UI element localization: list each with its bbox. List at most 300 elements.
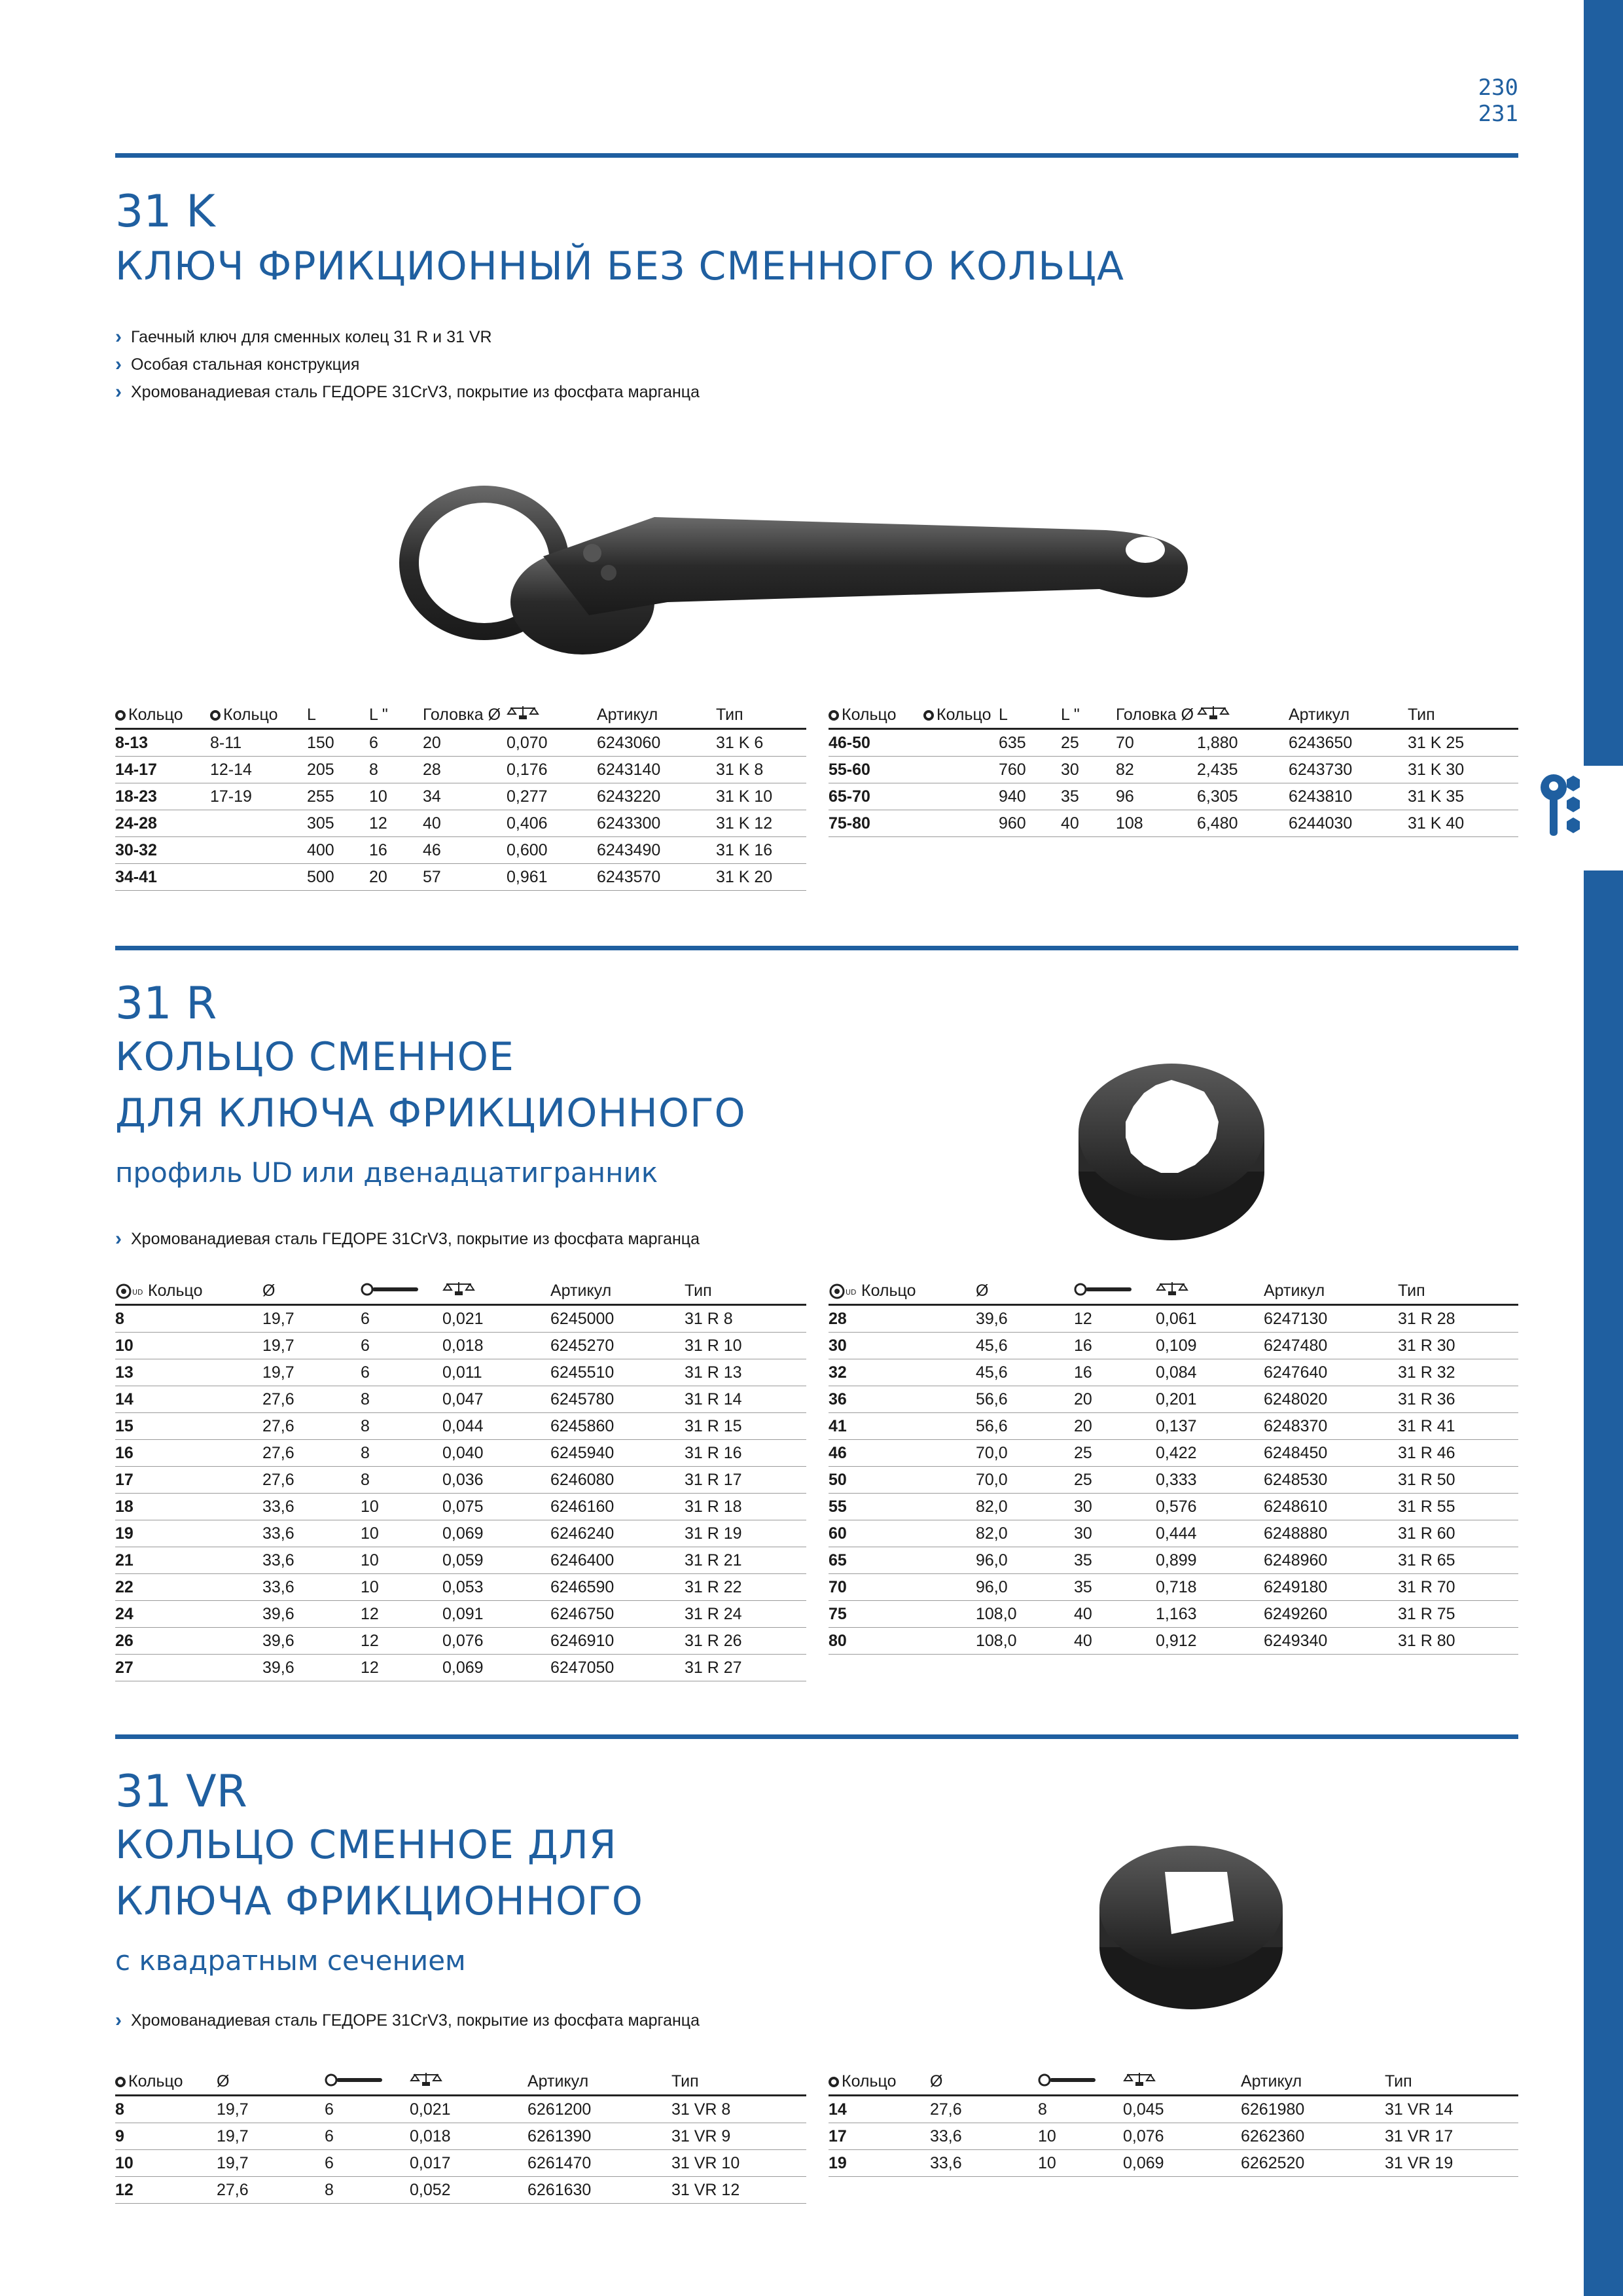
table-cell: 35 xyxy=(1061,783,1116,810)
table-cell: 31 R 17 xyxy=(685,1467,806,1494)
table-cell: 40 xyxy=(423,810,507,837)
section-divider xyxy=(115,153,1518,158)
table-cell: 8 xyxy=(361,1467,442,1494)
table-cell: 6 xyxy=(325,2096,410,2123)
table-cell: 0,406 xyxy=(507,810,597,837)
column-header: Тип xyxy=(1408,702,1518,729)
column-header: Тип xyxy=(685,1278,806,1305)
table-cell: 10 xyxy=(361,1547,442,1574)
table-cell: 6243060 xyxy=(597,729,716,757)
table-cell: 31 R 21 xyxy=(685,1547,806,1574)
table-cell: 31 VR 10 xyxy=(671,2150,806,2177)
table-row xyxy=(115,757,806,783)
title-line: КОЛЬЦО СМЕННОЕ ДЛЯ xyxy=(115,1822,617,1868)
column-header: L xyxy=(307,702,369,729)
table-cell: 6246080 xyxy=(550,1467,685,1494)
table-cell: 31 K 25 xyxy=(1408,729,1518,757)
table-cell: 31 R 10 xyxy=(685,1333,806,1359)
table-cell: 55 xyxy=(829,1494,976,1520)
table-cell: 12 xyxy=(361,1655,442,1681)
table-cell: 12-14 xyxy=(210,757,307,783)
table-cell: 0,036 xyxy=(442,1467,550,1494)
column-header: Кольцо xyxy=(829,2068,930,2096)
title-line: КОЛЬЦО СМЕННОЕ xyxy=(115,1034,514,1080)
column-header: L xyxy=(999,702,1061,729)
ring-outline-icon xyxy=(115,710,126,721)
table-cell: 8 xyxy=(361,1440,442,1467)
table-cell: 82 xyxy=(1116,757,1197,783)
table-cell: 31 K 12 xyxy=(716,810,806,837)
column-header: Кольцо xyxy=(923,702,999,729)
ud-profile-icon xyxy=(115,1283,145,1300)
table-cell: 18-23 xyxy=(115,783,210,810)
table-cell: 0,076 xyxy=(1123,2123,1241,2150)
table-cell: 33,6 xyxy=(262,1547,361,1574)
table-cell: 6247130 xyxy=(1264,1305,1398,1333)
table-cell xyxy=(210,837,307,864)
feature-item xyxy=(115,2007,700,2034)
table-cell: 31 R 22 xyxy=(685,1574,806,1601)
friction-wrench-image xyxy=(393,471,1204,661)
table-cell: 70,0 xyxy=(976,1467,1074,1494)
table-cell: 19,7 xyxy=(217,2096,325,2123)
table-body xyxy=(115,729,806,891)
section-code: 31 K xyxy=(115,186,215,238)
spec-table-right xyxy=(829,702,1518,837)
svg-text:UD: UD xyxy=(846,1287,857,1297)
ring-outline-icon xyxy=(210,710,221,721)
table-cell: 0,069 xyxy=(442,1520,550,1547)
column-header xyxy=(361,1278,442,1305)
table-cell: 8-11 xyxy=(210,729,307,757)
column-header: Тип xyxy=(671,2068,806,2096)
table-row xyxy=(115,1655,806,1681)
table-row xyxy=(829,1628,1518,1655)
table-cell: 31 R 41 xyxy=(1398,1413,1518,1440)
table-cell: 31 R 70 xyxy=(1398,1574,1518,1601)
table-cell: 10 xyxy=(369,783,423,810)
table-cell: 45,6 xyxy=(976,1333,1074,1359)
table-cell: 25 xyxy=(1074,1440,1156,1467)
table-cell: 33,6 xyxy=(262,1520,361,1547)
table-row xyxy=(115,1628,806,1655)
table-cell: 6245000 xyxy=(550,1305,685,1333)
table-cell: 24 xyxy=(115,1601,262,1628)
table-row xyxy=(829,2150,1518,2177)
table-cell: 6243650 xyxy=(1289,729,1408,757)
table-cell: 34-41 xyxy=(115,864,210,891)
table-cell: 8 xyxy=(325,2177,410,2204)
table-cell: 55-60 xyxy=(829,757,923,783)
table-cell: 31 R 60 xyxy=(1398,1520,1518,1547)
column-header xyxy=(1156,1278,1264,1305)
table-cell: 6247640 xyxy=(1264,1359,1398,1386)
table-cell: 6243300 xyxy=(597,810,716,837)
ring-outline-icon xyxy=(115,2077,126,2087)
table-cell: 96,0 xyxy=(976,1574,1074,1601)
table-cell: 31 VR 9 xyxy=(671,2123,806,2150)
column-header: Тип xyxy=(1398,1278,1518,1305)
table-row xyxy=(115,1520,806,1547)
table-cell: 31 R 28 xyxy=(1398,1305,1518,1333)
table-row xyxy=(115,2150,806,2177)
table-row xyxy=(115,1305,806,1333)
table-cell: 31 R 18 xyxy=(685,1494,806,1520)
table-cell: 8 xyxy=(361,1386,442,1413)
table-cell: 65-70 xyxy=(829,783,923,810)
table-cell: 31 K 40 xyxy=(1408,810,1518,837)
table-row xyxy=(115,1333,806,1359)
table-cell: 27,6 xyxy=(930,2096,1038,2123)
section-divider xyxy=(115,1734,1518,1739)
column-header: Артикул xyxy=(527,2068,671,2096)
wrench-side-icon xyxy=(325,2073,385,2087)
column-header: UD Кольцо xyxy=(115,1278,262,1305)
table-cell: 9 xyxy=(115,2123,217,2150)
table-cell: 8 xyxy=(361,1413,442,1440)
table-row xyxy=(829,1386,1518,1413)
table-cell: 14-17 xyxy=(115,757,210,783)
weight-scale-icon xyxy=(442,1281,475,1297)
table-cell xyxy=(210,864,307,891)
table-cell: 8 xyxy=(115,1305,262,1333)
table-cell: 8 xyxy=(1038,2096,1123,2123)
table-cell: 35 xyxy=(1074,1574,1156,1601)
table-cell: 20 xyxy=(1074,1386,1156,1413)
side-bar-gap xyxy=(1584,766,1623,870)
table-cell: 39,6 xyxy=(976,1305,1074,1333)
column-header: Кольцо xyxy=(115,2068,217,2096)
chevron-right-icon: › xyxy=(115,1228,122,1249)
table-cell: 14 xyxy=(829,2096,930,2123)
table-cell: 22 xyxy=(115,1574,262,1601)
table-cell: 0,021 xyxy=(442,1305,550,1333)
table-cell: 40 xyxy=(1074,1628,1156,1655)
weight-scale-icon xyxy=(1197,705,1230,721)
table-row xyxy=(829,783,1518,810)
table-header-row xyxy=(829,1278,1518,1305)
table-row xyxy=(829,729,1518,757)
table-cell: 33,6 xyxy=(262,1574,361,1601)
table-cell: 0,018 xyxy=(442,1333,550,1359)
table-cell: 31 R 8 xyxy=(685,1305,806,1333)
column-header: Артикул xyxy=(1289,702,1408,729)
table-cell: 31 R 55 xyxy=(1398,1494,1518,1520)
table-cell: 21 xyxy=(115,1547,262,1574)
table-cell: 31 VR 8 xyxy=(671,2096,806,2123)
table-row xyxy=(115,1574,806,1601)
table-cell: 6245780 xyxy=(550,1386,685,1413)
column-header: Артикул xyxy=(1264,1278,1398,1305)
table-cell: 27,6 xyxy=(262,1413,361,1440)
column-header xyxy=(1074,1278,1156,1305)
table-row xyxy=(115,1494,806,1520)
section-title xyxy=(115,1817,643,1929)
table-cell: 6245510 xyxy=(550,1359,685,1386)
table-cell: 6261630 xyxy=(527,2177,671,2204)
weight-scale-icon xyxy=(1123,2072,1156,2087)
column-header: Артикул xyxy=(550,1278,685,1305)
table-cell: 940 xyxy=(999,783,1061,810)
table-cell: 19,7 xyxy=(217,2123,325,2150)
table-cell: 31 K 20 xyxy=(716,864,806,891)
table-row xyxy=(829,2096,1518,2123)
section-code: 31 R xyxy=(115,978,217,1030)
table-cell: 205 xyxy=(307,757,369,783)
table-cell: 31 R 14 xyxy=(685,1386,806,1413)
table-cell: 75-80 xyxy=(829,810,923,837)
table-cell: 27 xyxy=(115,1655,262,1681)
column-header: Ø xyxy=(262,1278,361,1305)
table-cell: 17-19 xyxy=(210,783,307,810)
table-cell: 0,047 xyxy=(442,1386,550,1413)
table-cell: 6 xyxy=(361,1305,442,1333)
feature-text: Хромованадиевая сталь ГЕДОРЕ 31CrV3, покрытие из фосфата марганца xyxy=(131,383,700,401)
table-cell: 31 R 75 xyxy=(1398,1601,1518,1628)
table-row xyxy=(829,1547,1518,1574)
table-cell: 40 xyxy=(1061,810,1116,837)
column-header: Ø xyxy=(217,2068,325,2096)
weight-scale-icon xyxy=(410,2072,442,2087)
table-cell: 31 K 6 xyxy=(716,729,806,757)
page-number-left: 230 xyxy=(1478,75,1518,101)
spec-table-right xyxy=(829,2068,1518,2177)
wrench-nut-icon xyxy=(1539,769,1585,846)
table-cell: 10 xyxy=(115,2150,217,2177)
table-cell: 6261390 xyxy=(527,2123,671,2150)
table-cell: 0,017 xyxy=(410,2150,527,2177)
table-cell: 8 xyxy=(115,2096,217,2123)
chevron-right-icon: › xyxy=(115,2009,122,2031)
table-row xyxy=(115,810,806,837)
table-cell: 31 R 15 xyxy=(685,1413,806,1440)
table-header-row xyxy=(115,1278,806,1305)
table-cell: 0,021 xyxy=(410,2096,527,2123)
table-cell: 6245270 xyxy=(550,1333,685,1359)
table-row xyxy=(115,1601,806,1628)
column-header xyxy=(410,2068,527,2096)
table-cell: 26 xyxy=(115,1628,262,1655)
table-cell: 34 xyxy=(423,783,507,810)
table-body xyxy=(829,2096,1518,2177)
column-header: Ø xyxy=(976,1278,1074,1305)
wrench-side-icon xyxy=(1074,1283,1134,1296)
table-cell: 31 K 35 xyxy=(1408,783,1518,810)
table-cell: 6246240 xyxy=(550,1520,685,1547)
table-cell: 31 VR 12 xyxy=(671,2177,806,2204)
column-header: Ø xyxy=(930,2068,1038,2096)
table-cell: 0,045 xyxy=(1123,2096,1241,2123)
table-cell: 31 R 19 xyxy=(685,1520,806,1547)
wrench-side-icon xyxy=(361,1283,421,1296)
table-cell: 10 xyxy=(1038,2150,1123,2177)
table-cell: 0,011 xyxy=(442,1359,550,1386)
table-cell xyxy=(923,757,999,783)
table-row xyxy=(115,2177,806,2204)
column-header: L " xyxy=(1061,702,1116,729)
column-header xyxy=(442,1278,550,1305)
table-cell: 0,059 xyxy=(442,1547,550,1574)
column-header xyxy=(507,702,597,729)
table-cell: 2,435 xyxy=(1197,757,1289,783)
section-subtitle: профиль UD или двенадцатигранник xyxy=(115,1157,658,1189)
table-cell: 30-32 xyxy=(115,837,210,864)
table-cell: 31 VR 19 xyxy=(1385,2150,1518,2177)
table-cell: 57 xyxy=(423,864,507,891)
chevron-right-icon: › xyxy=(115,353,122,375)
table-row xyxy=(115,837,806,864)
table-row xyxy=(829,1520,1518,1547)
table-cell: 80 xyxy=(829,1628,976,1655)
table-cell: 0,076 xyxy=(442,1628,550,1655)
table-cell: 45,6 xyxy=(976,1359,1074,1386)
table-cell xyxy=(210,810,307,837)
table-cell: 32 xyxy=(829,1359,976,1386)
table-cell: 0,044 xyxy=(442,1413,550,1440)
table-cell: 0,718 xyxy=(1156,1574,1264,1601)
table-cell: 6249180 xyxy=(1264,1574,1398,1601)
table-cell: 31 R 16 xyxy=(685,1440,806,1467)
table-cell xyxy=(923,729,999,757)
table-cell: 27,6 xyxy=(262,1467,361,1494)
feature-list xyxy=(115,2007,700,2034)
table-cell: 6248880 xyxy=(1264,1520,1398,1547)
table-cell: 0,053 xyxy=(442,1574,550,1601)
table-cell: 75 xyxy=(829,1601,976,1628)
table-row xyxy=(829,1574,1518,1601)
table-cell: 41 xyxy=(829,1413,976,1440)
table-cell: 56,6 xyxy=(976,1413,1074,1440)
table-cell: 33,6 xyxy=(930,2150,1038,2177)
table-header-row xyxy=(115,702,806,729)
table-cell: 760 xyxy=(999,757,1061,783)
table-cell: 0,333 xyxy=(1156,1467,1264,1494)
table-cell: 19 xyxy=(115,1520,262,1547)
section-subtitle: с квадратным сечением xyxy=(115,1945,466,1977)
table-cell: 30 xyxy=(1074,1494,1156,1520)
table-cell: 16 xyxy=(115,1440,262,1467)
table-cell: 6248450 xyxy=(1264,1440,1398,1467)
table-cell: 31 K 30 xyxy=(1408,757,1518,783)
title-line: КЛЮЧ ФРИКЦИОННЫЙ БЕЗ СМЕННОГО КОЛЬЦА xyxy=(115,243,1125,289)
table-cell: 96,0 xyxy=(976,1547,1074,1574)
table-row xyxy=(115,2123,806,2150)
ring-outline-icon xyxy=(829,2077,839,2087)
table-cell: 8-13 xyxy=(115,729,210,757)
table-cell: 1,880 xyxy=(1197,729,1289,757)
table-header-row xyxy=(115,2068,806,2096)
table-cell: 31 R 26 xyxy=(685,1628,806,1655)
spec-table-left xyxy=(115,702,806,891)
table-cell: 10 xyxy=(115,1333,262,1359)
feature-text: Хромованадиевая сталь ГЕДОРЕ 31CrV3, покрытие из фосфата марганца xyxy=(131,1230,700,1248)
ring-outline-icon xyxy=(829,710,839,721)
table-cell: 31 R 46 xyxy=(1398,1440,1518,1467)
table-cell: 30 xyxy=(1061,757,1116,783)
feature-text: Хромованадиевая сталь ГЕДОРЕ 31CrV3, покрытие из фосфата марганца xyxy=(131,2011,700,2030)
table-cell: 6243140 xyxy=(597,757,716,783)
table-cell: 13 xyxy=(115,1359,262,1386)
table-cell: 0,069 xyxy=(1123,2150,1241,2177)
column-header xyxy=(1038,2068,1123,2096)
table-cell: 39,6 xyxy=(262,1601,361,1628)
table-row xyxy=(115,2096,806,2123)
section-code: 31 VR xyxy=(115,1766,247,1818)
square-ring-image xyxy=(1093,1842,1289,2013)
table-cell: 6249340 xyxy=(1264,1628,1398,1655)
table-cell: 6243570 xyxy=(597,864,716,891)
table-cell: 70 xyxy=(1116,729,1197,757)
table-cell: 6247480 xyxy=(1264,1333,1398,1359)
table-header-row xyxy=(829,2068,1518,2096)
table-cell: 0,084 xyxy=(1156,1359,1264,1386)
table-cell: 35 xyxy=(1074,1547,1156,1574)
table-cell: 31 R 24 xyxy=(685,1601,806,1628)
table-cell: 10 xyxy=(1038,2123,1123,2150)
table-cell: 6248610 xyxy=(1264,1494,1398,1520)
table-cell: 31 R 13 xyxy=(685,1359,806,1386)
table-cell: 6247050 xyxy=(550,1655,685,1681)
table-cell: 0,600 xyxy=(507,837,597,864)
table-cell: 0,899 xyxy=(1156,1547,1264,1574)
table-cell: 10 xyxy=(361,1574,442,1601)
table-cell: 400 xyxy=(307,837,369,864)
table-row xyxy=(829,1305,1518,1333)
table-cell: 25 xyxy=(1061,729,1116,757)
table-cell: 12 xyxy=(1074,1305,1156,1333)
table-cell: 24-28 xyxy=(115,810,210,837)
table-body xyxy=(829,729,1518,837)
table-cell: 31 R 32 xyxy=(1398,1359,1518,1386)
table-row xyxy=(115,1440,806,1467)
ud-profile-icon xyxy=(829,1283,859,1300)
column-header: Тип xyxy=(1385,2068,1518,2096)
weight-scale-icon xyxy=(1156,1281,1188,1297)
table-cell: 19 xyxy=(829,2150,930,2177)
table-cell: 0,091 xyxy=(442,1601,550,1628)
table-header-row xyxy=(829,702,1518,729)
table-body xyxy=(115,2096,806,2204)
table-cell: 108,0 xyxy=(976,1628,1074,1655)
chevron-right-icon: › xyxy=(115,326,122,348)
table-cell: 108,0 xyxy=(976,1601,1074,1628)
table-cell: 6262520 xyxy=(1241,2150,1385,2177)
table-cell: 12 xyxy=(369,810,423,837)
table-cell: 19,7 xyxy=(262,1359,361,1386)
column-header: Артикул xyxy=(1241,2068,1385,2096)
table-cell: 6261980 xyxy=(1241,2096,1385,2123)
table-row xyxy=(829,1440,1518,1467)
spec-table-right xyxy=(829,1278,1518,1655)
table-cell: 31 K 10 xyxy=(716,783,806,810)
column-header: Кольцо xyxy=(210,702,307,729)
table-row xyxy=(829,1359,1518,1386)
twelve-point-ring-image xyxy=(1073,1060,1270,1244)
table-cell: 6243220 xyxy=(597,783,716,810)
table-cell xyxy=(923,783,999,810)
table-row xyxy=(829,1333,1518,1359)
table-cell: 19,7 xyxy=(262,1305,361,1333)
feature-text: Гаечный ключ для сменных колец 31 R и 31 VR xyxy=(131,328,492,346)
column-header: Артикул xyxy=(597,702,716,729)
table-cell: 6245940 xyxy=(550,1440,685,1467)
table-cell: 0,040 xyxy=(442,1440,550,1467)
table-cell: 0,422 xyxy=(1156,1440,1264,1467)
table-cell: 0,069 xyxy=(442,1655,550,1681)
table-cell: 6 xyxy=(325,2150,410,2177)
table-cell: 6 xyxy=(369,729,423,757)
table-cell: 70,0 xyxy=(976,1440,1074,1467)
